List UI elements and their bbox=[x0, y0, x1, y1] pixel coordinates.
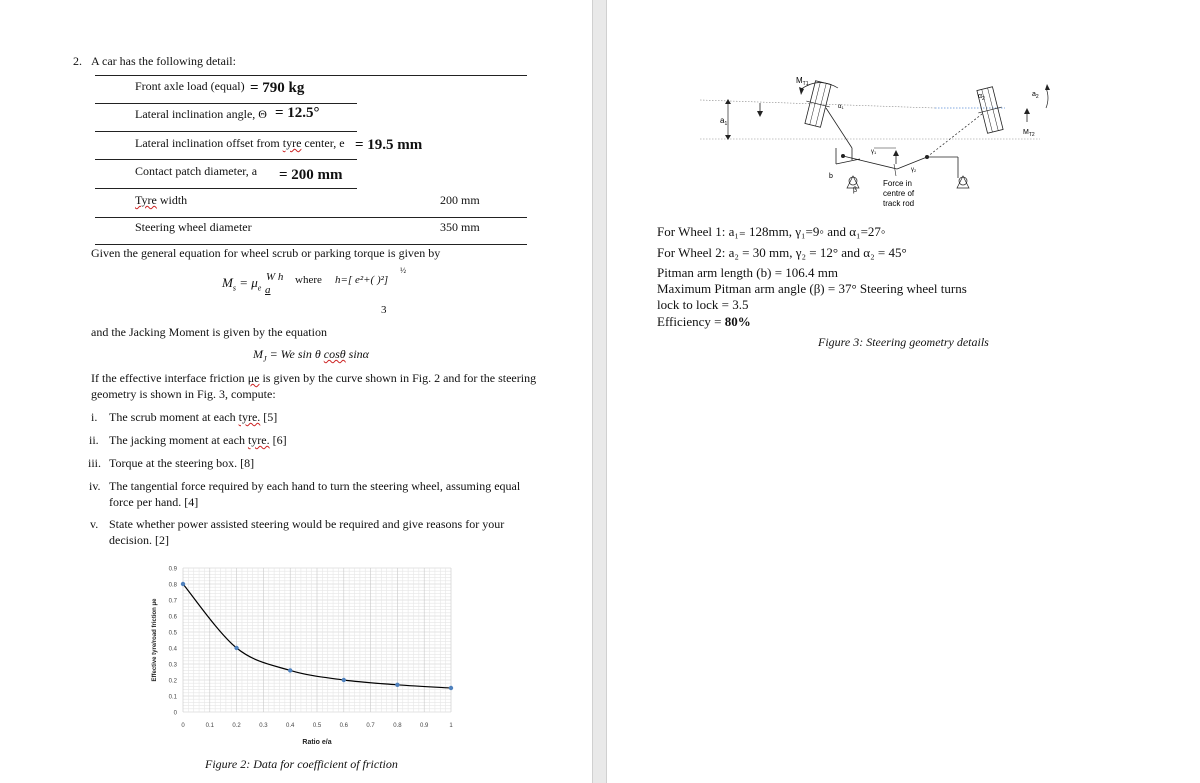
pitman-arm bbox=[836, 159, 860, 164]
label-gamma1: γ1 bbox=[871, 149, 877, 155]
general-equation-text: Given the general equation for wheel scrub or parking torque is given by bbox=[91, 246, 441, 260]
table-value-inclination-offset: = 19.5 mm bbox=[355, 137, 423, 153]
document-page-right bbox=[607, 0, 1200, 783]
label-mt1: $M_{T1}$ bbox=[796, 76, 809, 87]
pivot-support-right bbox=[957, 176, 969, 188]
list-item-number: i. bbox=[91, 410, 98, 424]
x-tick-label: 0.4 bbox=[286, 723, 295, 729]
table-rule bbox=[95, 103, 357, 104]
list-item-number: iii. bbox=[88, 456, 102, 470]
list-item: The tangential force required by each hand to turn the steering wheel, assuming equal bbox=[109, 479, 521, 493]
label-a2: $a_2$ bbox=[1032, 91, 1039, 100]
steering-geometry-diagram bbox=[700, 68, 1120, 218]
data-point bbox=[181, 582, 185, 586]
table-rule bbox=[95, 131, 357, 132]
y-tick-label: 0.5 bbox=[168, 630, 177, 637]
label-gamma2: γ2 bbox=[911, 167, 917, 173]
steering-arm-right bbox=[927, 114, 982, 157]
jacking-moment-equation: $M_J = We$ sin θ cosθ sinα bbox=[253, 347, 369, 364]
list-item-continuation: decision. [2] bbox=[109, 533, 169, 547]
arrow-head bbox=[1024, 108, 1030, 114]
table-rule bbox=[95, 75, 527, 76]
friction-text-line-1: If the effective interface friction μe is given by the curve shown in Fig. 2 and for the steering bbox=[91, 371, 537, 385]
eq1-three: 3 bbox=[381, 304, 387, 316]
friction-text-line-2: geometry is shown in Fig. 3, compute: bbox=[91, 387, 276, 401]
wheel-1-data: For Wheel 1: a₁₌ 128mm, γ₁=9◦ and α₁=27◦ bbox=[657, 224, 886, 239]
list-item: The scrub moment at each tyre. [5] bbox=[109, 410, 278, 424]
figure-2-caption: Figure 2: Data for coefficient of friction bbox=[205, 757, 398, 771]
table-label-inclination-angle: Lateral inclination angle, Θ bbox=[135, 107, 267, 121]
friction-chart bbox=[145, 560, 465, 755]
x-tick-label: 1 bbox=[449, 723, 453, 729]
y-tick-label: 0.9 bbox=[168, 566, 177, 573]
label-b: b bbox=[829, 173, 833, 180]
y-tick-label: 0.2 bbox=[168, 678, 177, 685]
x-tick-label: 0.8 bbox=[393, 723, 402, 729]
eq1-exponent: ½ bbox=[400, 266, 406, 275]
list-item-continuation: force per hand. [4] bbox=[109, 495, 199, 509]
y-tick-label: 0.3 bbox=[168, 662, 177, 669]
list-item-number: v. bbox=[90, 517, 99, 531]
jacking-moment-text: and the Jacking Moment is given by the equation bbox=[91, 325, 327, 339]
data-point bbox=[449, 686, 453, 690]
table-rule bbox=[95, 188, 357, 189]
table-value-contact-patch: = 200 mm bbox=[279, 167, 343, 183]
table-value-axle-load: = 790 kg bbox=[250, 80, 305, 96]
question-intro: A car has the following detail: bbox=[91, 54, 236, 68]
y-axis-label: Effective tyre/road friction μe bbox=[152, 598, 158, 682]
y-tick-label: 0.4 bbox=[168, 646, 177, 653]
table-value-steering-diameter: 350 mm bbox=[440, 220, 480, 234]
arrow-head bbox=[1045, 84, 1050, 90]
label-mt2: $M_{T2}$ bbox=[1023, 129, 1035, 138]
x-tick-label: 0 bbox=[181, 723, 185, 729]
eq1-where: where bbox=[295, 274, 322, 286]
data-point bbox=[395, 683, 399, 687]
eq1-numerator: W h bbox=[266, 271, 284, 283]
table-label-contact-patch: Contact patch diameter, a bbox=[135, 164, 258, 178]
track-rod-left bbox=[843, 156, 897, 169]
arrow-head bbox=[799, 87, 804, 95]
figure-3-caption: Figure 3: Steering geometry details bbox=[818, 335, 989, 349]
document-page-left bbox=[0, 0, 592, 783]
left-wheel bbox=[801, 80, 835, 128]
table-rule bbox=[95, 159, 357, 160]
label-alpha1: α1 bbox=[838, 104, 844, 110]
efficiency: Efficiency = 80% bbox=[657, 314, 751, 329]
x-tick-label: 0.2 bbox=[232, 723, 241, 729]
y-tick-label: 0.7 bbox=[168, 598, 177, 605]
question-number: 2. bbox=[73, 54, 82, 68]
label-force-line-1: Force in bbox=[883, 179, 912, 188]
label-a1: $a_1$ bbox=[720, 116, 728, 127]
wheel-2-data: For Wheel 2: a₂ = 30 mm, γ₂ = 12° and α₂ = 45° bbox=[657, 245, 907, 260]
table-label-tyre-width: Tyre width bbox=[135, 193, 188, 207]
data-point bbox=[288, 668, 292, 672]
x-tick-label: 0.1 bbox=[205, 723, 214, 729]
eq1-denominator: a bbox=[265, 284, 271, 296]
x-axis-label: Ratio e/a bbox=[302, 739, 332, 746]
data-point bbox=[342, 678, 346, 682]
moment-arc-right bbox=[1046, 88, 1048, 108]
y-tick-label: 0.8 bbox=[168, 582, 177, 589]
gamma-line bbox=[894, 164, 896, 176]
arrow-head bbox=[725, 99, 731, 104]
arrow-head bbox=[757, 111, 763, 117]
y-tick-label: 0.6 bbox=[168, 614, 177, 621]
table-value-inclination-angle: = 12.5° bbox=[275, 105, 320, 121]
pitman-angle: Maximum Pitman arm angle (β) = 37° Steering wheel turns bbox=[657, 281, 967, 296]
table-label-axle-load: Front axle load (equal) bbox=[135, 79, 245, 93]
list-item-number: iv. bbox=[89, 479, 101, 493]
label-force-line-2: centre of bbox=[883, 189, 915, 198]
arrow-head bbox=[893, 150, 899, 156]
x-tick-label: 0.5 bbox=[312, 723, 322, 729]
label-force-line-3: track rod bbox=[883, 199, 915, 208]
table-value-tyre-width: 200 mm bbox=[440, 193, 480, 207]
list-item: Torque at the steering box. [8] bbox=[109, 456, 255, 470]
joint bbox=[841, 154, 845, 158]
data-point bbox=[234, 646, 238, 650]
list-item-number: ii. bbox=[89, 433, 99, 447]
page-gap bbox=[592, 0, 607, 783]
y-tick-label: 0.1 bbox=[168, 694, 177, 701]
label-alpha2: $\alpha_2$ bbox=[978, 93, 985, 102]
eq1-h-expression: h=[ e²+( )²] bbox=[335, 274, 389, 286]
x-tick-label: 0.7 bbox=[366, 723, 375, 729]
x-tick-label: 0.9 bbox=[420, 723, 429, 729]
pitman-length: Pitman arm length (b) = 106.4 mm bbox=[657, 265, 839, 280]
y-tick-label: 0 bbox=[173, 710, 177, 717]
joint bbox=[925, 155, 929, 159]
table-label-inclination-offset: Lateral inclination offset from tyre center, e bbox=[135, 136, 345, 150]
list-item: The jacking moment at each tyre. [6] bbox=[109, 433, 287, 447]
x-tick-label: 0.3 bbox=[259, 723, 268, 729]
steering-arm-left bbox=[826, 108, 852, 148]
label-beta: β bbox=[853, 187, 858, 194]
eq1-lhs: $M_s = \mu_e$ bbox=[222, 275, 262, 293]
table-rule bbox=[95, 217, 527, 218]
x-tick-label: 0.6 bbox=[339, 723, 348, 729]
lock-to-lock: lock to lock = 3.5 bbox=[657, 297, 749, 312]
table-label-steering-diameter: Steering wheel diameter bbox=[135, 220, 252, 234]
list-item: State whether power assisted steering would be required and give reasons for your bbox=[109, 517, 505, 531]
table-rule bbox=[95, 244, 527, 245]
